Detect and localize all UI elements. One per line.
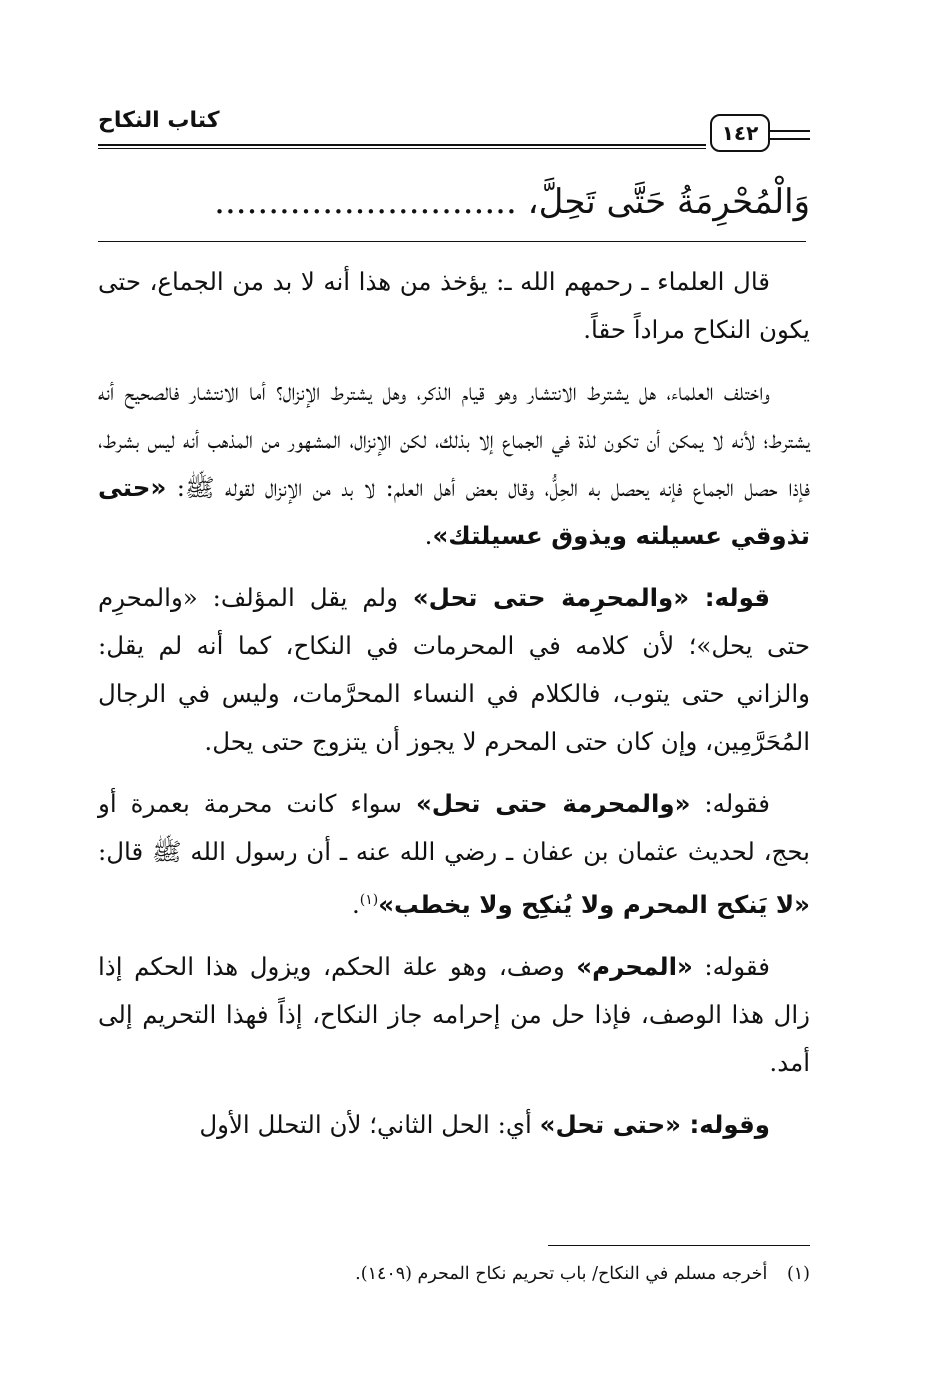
paragraph-text: سواء كانت محرمة بعمرة أو بحج، لحديث عثمان بن عفان ـ رضي الله عنه ـ أن رسول الله ﷺ قال: bbox=[98, 789, 810, 866]
bold-quote: «المحرم» bbox=[576, 952, 693, 982]
paragraph-text: فقوله: bbox=[690, 789, 771, 818]
paragraph-text: أي: الحل الثاني؛ لأن التحلل الأول bbox=[199, 1110, 540, 1140]
bold-quote: «حتى تذوقي عسيلته ويذوق عسيلتك» bbox=[98, 473, 810, 550]
matn-rule bbox=[98, 241, 806, 242]
matn-dots: ............................ bbox=[214, 182, 517, 222]
page-number-rule bbox=[770, 130, 810, 140]
paragraph-text: . bbox=[351, 890, 360, 920]
footnote-ref: (١) bbox=[359, 892, 379, 908]
paragraph-text: . bbox=[424, 521, 433, 550]
footnote bbox=[98, 1258, 810, 1290]
paragraph-text: واختلف العلماء، هل يشترط الانتشار وهو قيام الذكر، وهل يشترط الإنزال؟ أما الانتشار فالصحيح أنه يشترط؛ لأنه لا يمكن أن تكون لذة في الجماع إلا بذلك، لكن الإنزال، المشهور من المذهب أنه ليس بشرط، فإذا حصل الجماع فإنه يحصل به الحِلُّ، وقال بعض أهل العلم: لا بد من الإنزال لقوله ﷺ: bbox=[98, 377, 810, 502]
bold-quote: قوله: «والمحرِمة حتى تحل» bbox=[412, 583, 771, 612]
matn-line bbox=[98, 172, 810, 232]
page-number: ١٤٢ bbox=[710, 114, 770, 152]
matn-text: وَالْمُحْرِمَةُ حَتَّى تَحِلَّ، bbox=[527, 182, 810, 222]
header-rule bbox=[98, 144, 706, 149]
paragraph bbox=[98, 368, 810, 560]
paragraph-text: فقوله: bbox=[692, 952, 770, 982]
page-header bbox=[98, 100, 810, 158]
paragraph bbox=[98, 258, 810, 354]
paragraph bbox=[98, 780, 810, 929]
paragraph-text: وصف، وهو علة الحكم، ويزول هذا الحكم إذا زال هذا الوصف، فإذا حل من إحرامه جاز النكاح، إذاً فهذا التحريم إلى أمد. bbox=[98, 952, 810, 1078]
running-title: كتاب النكاح bbox=[98, 108, 220, 133]
paragraph bbox=[98, 1101, 810, 1149]
bold-quote: «لا يَنكح المحرم ولا يُنكِح ولا يخطب» bbox=[378, 890, 810, 920]
footnote-text: أخرجه مسلم في النكاح/ باب تحريم نكاح المحرم (١٤٠٩). bbox=[355, 1264, 768, 1284]
paragraph bbox=[98, 943, 810, 1087]
paragraph-text: ولم يقل المؤلف: «والمحرِم حتى يحل»؛ لأن كلامه في المحرمات في النكاح، كما أنه لم يقل: والزاني حتى يتوب، فالكلام في النساء المحرَّمات، وليس في الرجال المُحَرَّمِين، وإن كان حتى المحرم لا يجوز أن يتزوج حتى يحل. bbox=[98, 583, 810, 756]
paragraph-text: قال العلماء ـ رحمهم الله ـ: يؤخذ من هذا أنه لا بد من الجماع، حتى يكون النكاح مراداً حقاً. bbox=[98, 267, 810, 344]
commentary-body bbox=[98, 258, 810, 1163]
footnote-rule bbox=[548, 1245, 810, 1246]
paragraph bbox=[98, 574, 810, 766]
footnote-number: (١) bbox=[786, 1264, 810, 1284]
bold-quote: «والمحرمة حتى تحل» bbox=[415, 789, 691, 818]
bold-quote: وقوله: «حتى تحل» bbox=[539, 1110, 770, 1140]
